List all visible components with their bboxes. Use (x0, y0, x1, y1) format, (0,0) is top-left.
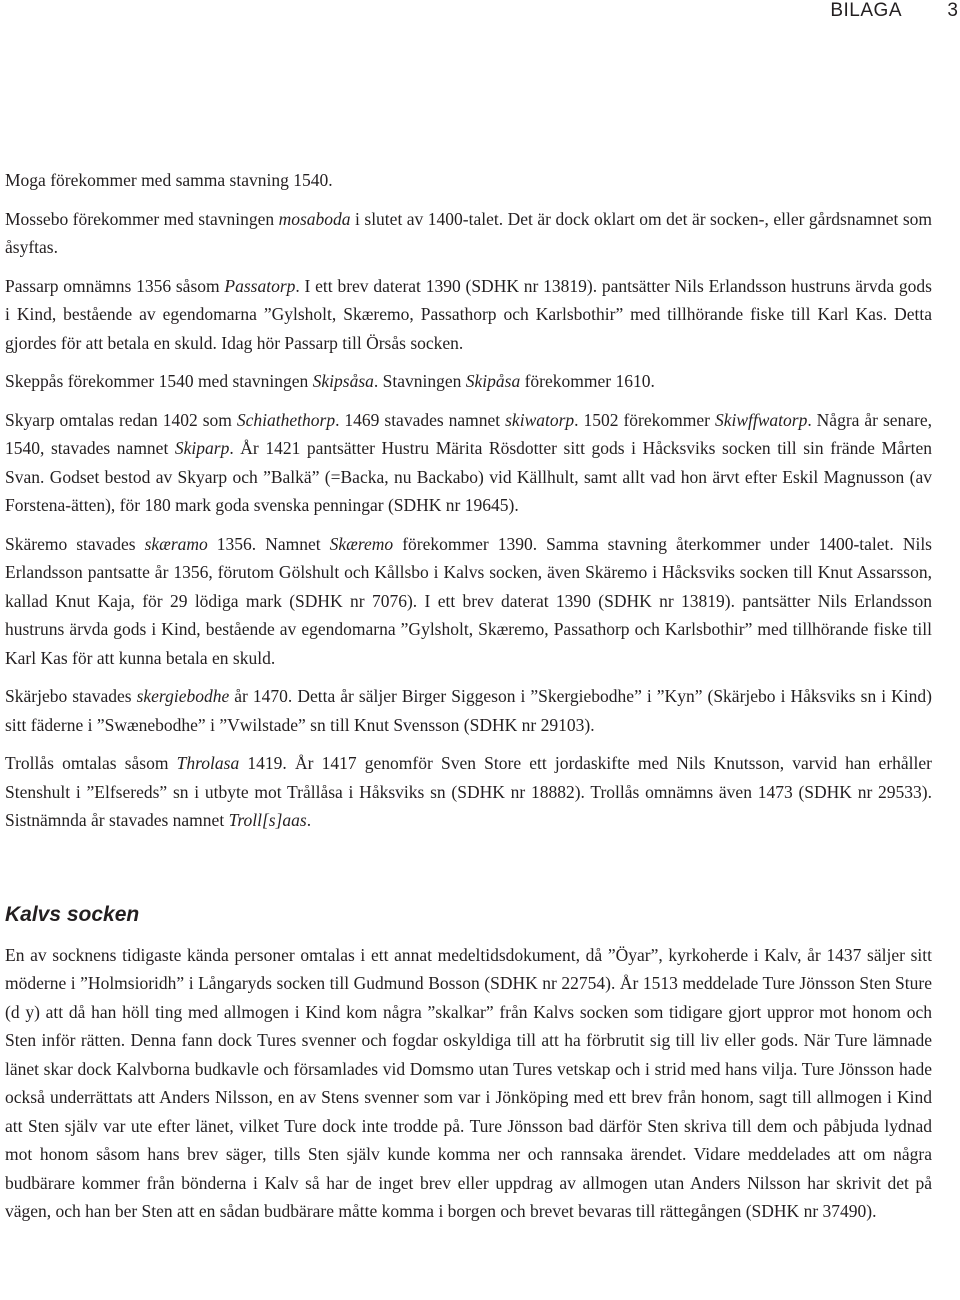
paragraph-skarjebo: Skärjebo stavades skergiebodhe år 1470. Detta år säljer Birger Siggeson i ”Skergiebodhe” i ”Kyn” (Skärjebo i Håksviks sn i Kind) sitt fäderne i ”Swænebodhe” i ”Vwilstade” sn till Knut Svensson (SDHK nr 29103). (5, 686, 932, 735)
paragraph-skeppas: Skeppås förekommer 1540 med stavningen Skipsåsa. Stavningen Skipåsa förekommer 1610. (5, 371, 655, 391)
paragraph-kalvs-socken: En av socknens tidigaste kända personer omtalas i ett annat medeltidsdokument, då ”Öyar”, kyrkoherde i Kalv, år 1437 säljer sitt möderne i ”Holmsioridh” i Långaryds socken till Gudmund Bosson (SDHK nr 22754). År 1513 meddelade Ture Jönsson Sten Sture (d y) att då han höll ting med allmogen i Kind kom några ”skalkar” från Kalvs socken som tidigare gjort uppror mot honom och Sten inför rätten. Denna fann dock Tures svenner och fogdar oskyldiga till att ha förbrutit sig till liv eller gods. När Ture lämnade länet skar dock Kalvborna budkavle och församlades vid Domsmo utan Tures vetskap och i strid med hans vilja. Ture Jönsson hade också underrättats att Anders Nilsson, en av Stens svenner som var i Jönköping med ett brev från honom, sagt till allmogen i Kind att Sten själv var ute efter länet, vilket Ture dock inte trodde på. Ture Jönsson bad därför Sten skriva till dem och påbjuda lydnad mot honom såsom hans brev säger, tills Sten själv kunde komma ner och rannsaka ärendet. Vidare meddelades att om några budbärare kommer från bönderna i Kalv så har de inget brev eller uppdrag av allmogen utan Anders Nilsson har skrivit det på vägen, och han ber Sten att en sådan budbärare måtte komma i borgen och brevet bevaras till rättegången (SDHK nr 37490). (5, 944, 932, 1221)
document-body (5, 166, 932, 1236)
paragraph-skaremo: Skäremo stavades skæramo 1356. Namnet Skæremo förekommer 1390. Samma stavning återkommer under 1400-talet. Nils Erlandsson pantsatte år 1356, förutom Gölshult och Kållsbo i Kalvs socken, även Skäremo i Håcksviks socken till Knut Assarsson, kallad Knut Kaja, för 29 lödiga mark (SDHK nr 7076). I ett brev daterat 1390 (SDHK nr 13819). pantsätter Nils Erlandsson hustruns ärvda gods i Kind, bestående av egendomarna ”Gylsholt, Skæremo, Passathorp och Karlsbothir” med tillhörande fiske till Karl Kas för att kunna betala en skuld. (5, 533, 932, 668)
section-heading: Kalvs socken (5, 902, 140, 926)
paragraph-passarp: Passarp omnämns 1356 såsom Passatorp. I ett brev daterat 1390 (SDHK nr 13819). pantsätter Nils Erlandsson hustruns ärvda gods i Kind, bestående av egendomarna ”Gylsholt, Skæremo, Passathorp och Karlsbothir” med tillhörande fiske till Karl Kas. Detta gjordes för att betala en skuld. Idag hör Passarp till Örsås socken. (5, 275, 932, 353)
paragraph-trollas: Trollås omtalas såsom Throlasa 1419. År 1417 genomför Sven Store ett jordaskifte med Nils Knutsson, varvid han erhåller Stenshult i ”Elfsereds” sn i utbyte mot Trållåsa i Håksviks sn (SDHK nr 18882). Trollås omnämns även 1473 (SDHK nr 29533). Sistnämnda år stavades namnet Troll[s]aas. (5, 753, 932, 830)
paragraph-mossebo: Mossebo förekommer med stavningen mosaboda i slutet av 1400-talet. Det är dock oklart om det är socken-, eller gårdsnamnet som åsyftas. (5, 208, 932, 257)
paragraph-skyarp: Skyarp omtalas redan 1402 som Schiathethorp. 1469 stavades namnet skiwatorp. 1502 förekommer Skiwffwatorp. Några år senare, 1540, stavades namnet Skiparp. År 1421 pantsätter Hustru Märita Rösdotter sitt gods i Håcksviks socken till sin frände Mårten Svan. Godset bestod av Skyarp och ”Balkä” (=Backa, nu Backabo) vid Källhult, samt allt vad hon ärvt efter Eskil Magnusson (av Forstena-ätten), för 180 mark goda svenska penningar (SDHK nr 19645). (5, 409, 933, 515)
page-header (0, 0, 960, 22)
page-number: 3 (947, 0, 958, 21)
header-label: BILAGA (830, 0, 902, 21)
paragraph-moga: Moga förekommer med samma stavning 1540. (5, 170, 333, 190)
